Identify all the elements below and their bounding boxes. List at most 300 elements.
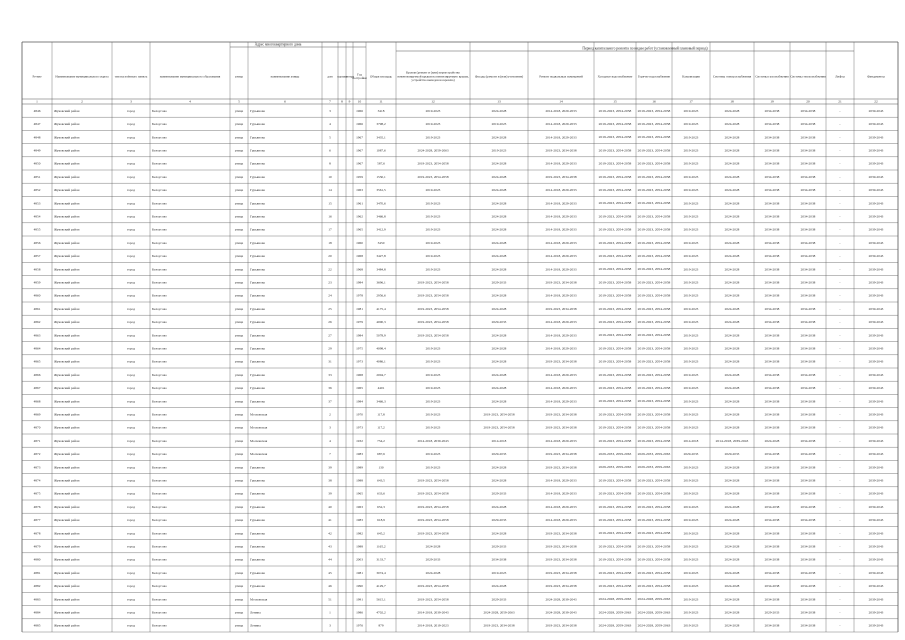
cell-st: улица [234,425,244,430]
cell-sewer: 2019-2023 [683,597,699,602]
cell-town: Белоусово [152,227,167,232]
cell-district: Жуковский район [54,610,80,615]
cell-roof: 2019-2023, 2054-2058 [417,584,449,589]
column-header-1: Ре-ние [32,74,42,79]
cell-elec: 2024-2028 [724,214,740,219]
cell-gas: 2034-2038 [764,465,780,470]
cell-heat: 2034-2038 [800,610,816,615]
cell-gas: 2024-2028 [764,438,780,443]
column-header-19: Системы газоснабжения [755,74,789,79]
cell-basement: 2024-2028, 2039-2043 [545,610,577,615]
cell-id: 4868 [33,399,41,404]
cell-year: 1963 [356,188,363,193]
cell-gas: 2034-2038 [764,267,780,272]
cell-gas: 2034-2038 [764,174,780,179]
cell-gas: 2034-2038 [764,491,780,496]
cell-house: 44 [328,557,332,562]
cell-id: 4869 [33,412,41,417]
cell-basement: 2019-2023, 2034-2038 [545,544,577,549]
cell-type: город [126,214,136,219]
cell-area: 2956,6 [376,293,386,298]
cell-elec: 2024-2028 [724,412,740,417]
cell-sewer: 2019-2023 [683,188,699,193]
cell-gas: 2034-2038 [764,122,780,127]
column-header-16: Горячее водоснабжение [637,74,671,79]
cell-cw: 2019-2023, 2054-2058 [598,188,629,192]
cell-heat: 2034-2038 [800,240,816,245]
cell-area: 3418 [377,108,385,113]
cell-lift: - [839,570,841,575]
cell-roof: 2019-2023 [425,386,441,391]
cell-cw: 2019-2023, 2054-2058 [598,412,629,417]
cell-town: Белоусово [152,557,167,562]
cell-found: 2039-2043 [868,425,884,430]
cell-id: 4859 [33,280,41,285]
cell-lift: - [839,161,841,166]
cell-house: 4 [329,438,331,443]
cell-year: 1963 [356,504,363,509]
cell-facade: 2024-2028 [491,504,507,509]
cell-hw: 2019-2023, 2054-2058 [637,333,668,338]
cell-gas: 2034-2038 [764,531,780,536]
cell-area: 3470,6 [376,201,386,206]
cell-type: город [126,346,136,351]
cell-sewer: 2029-2033 [683,452,699,457]
cell-house: 41 [328,518,332,523]
column-header-20: Системы теплоснабжения [790,74,826,79]
cell-facade: 2029-2033 [491,320,507,325]
cell-elec: 2024-2028 [724,346,740,351]
column-number: 14 [559,99,563,104]
cell-house: 24 [328,293,332,298]
cell-roof: 2019-2023 [425,240,441,245]
column-number: 15 [613,99,617,104]
cell-area: 4086,1 [376,359,386,364]
cell-st: улица [234,531,244,536]
cell-facade: 2019-2023 [491,122,507,127]
cell-year: 1978 [356,293,363,298]
cell-lift: - [839,201,841,206]
column-number: 13 [497,99,501,104]
cell-facade: 2024-2028, 2059-2063 [483,610,515,615]
column-number: 21 [838,99,842,104]
cell-id: 4875 [33,491,41,496]
cell-facade: 2024-2028 [491,359,507,364]
column-number: 9 [348,99,351,104]
cell-roof: 2024-2028, 2059-2063 [417,148,449,153]
cell-st: улица [234,306,244,311]
cell-district: Жуковский район [54,570,80,575]
cell-found: 2039-2043 [868,108,884,113]
cell-district: Жуковский район [54,122,80,127]
cell-street: Гурьянова [250,518,265,523]
cell-town: Белоусово [152,399,167,404]
cell-year: 1968 [356,267,363,272]
cell-basement: 2014-2018, 2029-2033 [545,504,577,509]
cell-district: Жуковский район [54,557,80,562]
cell-elec: 2024-2028 [724,122,740,127]
cell-heat: 2034-2038 [800,531,816,536]
cell-found: 2039-2043 [868,399,884,404]
cell-town: Белоусово [152,346,167,351]
cell-lift: - [839,214,841,219]
cell-heat: 2034-2038 [800,557,816,562]
cell-basement: 2014-2018, 2029-2033 [545,399,577,404]
cell-elec: 2024-2028 [724,504,740,509]
column-number: 22 [874,99,878,104]
cell-sewer: 2019-2023 [683,610,699,615]
cell-elec: 2024-2028 [724,280,740,285]
cell-found: 2039-2043 [868,478,884,483]
cell-district: Жуковский район [54,544,80,549]
cell-cw: 2019-2023, 2054-2058 [598,148,629,153]
cell-area: 3798,2 [376,122,386,127]
cell-facade: 2029-2033 [491,280,507,285]
cell-basement: 2019-2023, 2034-2038 [545,425,577,430]
cell-house: 8 [329,161,331,166]
cell-st: улица [234,201,244,206]
cell-town: Белоусово [152,584,167,589]
cell-street: Гурьянова [250,122,265,127]
cell-elec: 2024-2028 [724,320,740,325]
cell-cw: 2019-2023, 2054-2058 [598,174,629,179]
cell-gas: 2034-2038 [764,452,780,457]
cell-st: улица [234,240,244,245]
cell-town: Белоусово [152,333,167,338]
cell-lift: - [839,452,841,457]
cell-lift: - [839,386,841,391]
cell-elec: 2024-2028 [724,478,740,483]
cell-basement: 2019-2023, 2034-2038 [545,148,577,153]
cell-area: 2004,7 [376,372,386,377]
cell-id: 4873 [33,465,41,470]
cell-found: 2039-2043 [868,610,884,615]
cell-roof: 2019-2023, 2054-2058 [417,320,449,325]
cell-found: 2039-2043 [868,122,884,127]
cell-house: 3 [329,623,331,628]
cell-roof: 2019-2023 [425,452,441,457]
cell-elec: 2024-2028 [724,623,740,628]
cell-found: 2039-2043 [868,320,884,325]
cell-town: Белоусово [152,597,167,602]
cell-gas: 2034-2038 [764,346,780,351]
cell-basement: 2014-2018, 2029-2033 [545,201,577,206]
cell-cw: 2019-2023, 2054-2058 [598,122,629,126]
cell-cw: 2019-2023, 2054-2058 [598,478,629,483]
cell-st: улица [234,254,244,259]
cell-hw: 2019-2023, 2054-2058 [637,267,668,272]
cell-elec: 2024-2028 [724,491,740,496]
cell-hw: 2019-2023, 2054-2058 [637,386,668,390]
cell-town: Белоусово [152,623,167,628]
cell-facade: 2034-2038 [491,557,507,562]
cell-sewer: 2019-2023 [683,491,699,496]
cell-sewer: 2019-2023 [683,478,699,483]
cell-heat: 2034-2038 [800,584,816,589]
cell-type: город [126,122,136,127]
cell-roof: 2019-2023, 2054-2058 [417,293,449,298]
cell-st: улица [234,267,244,272]
cell-lift: - [839,240,841,245]
cell-sewer: 2019-2023 [683,135,699,140]
cell-cw: 2019-2023, 2054-2058 [598,531,629,536]
cell-district: Жуковский район [54,174,80,179]
cell-district: Жуковский район [54,161,80,166]
cell-area: 3484,8 [376,267,386,272]
cell-id: 4851 [33,174,41,179]
cell-lift: - [839,280,841,285]
cell-cw: 2019-2023, 2054-2058 [598,161,629,166]
cell-facade: 2024-2028 [491,465,507,470]
column-number: 5 [238,99,240,104]
cell-st: улица [234,214,244,219]
cell-year: 1973 [356,359,363,364]
column-header-17: Канализация [682,74,700,79]
cell-gas: 2034-2038 [764,135,780,140]
cell-heat: 2034-2038 [800,306,816,311]
cell-sewer: 2019-2023 [683,108,699,113]
cell-roof: 2024-2028 [425,544,441,549]
cell-cw: 2019-2023, 2054-2058 [598,333,629,338]
cell-lift: - [839,531,841,536]
cell-elec: 2024-2028 [724,174,740,179]
cell-gas: 2034-2038 [764,372,780,377]
cell-type: город [126,108,136,113]
cell-elec: 2024-2028 [724,188,740,193]
cell-street: Гурьянова [250,531,265,536]
cell-street: Гурьянова [250,320,265,325]
cell-st: улица [234,610,244,615]
column-header-2: Наименование муниципального округа [55,74,109,79]
cell-sewer: 2019-2023 [683,122,699,127]
cell-lift: - [839,122,841,127]
cell-facade: 2029-2033 [491,452,507,457]
cell-basement: 2014-2018, 2029-2033 [545,240,577,245]
cell-area: 4702,2 [376,610,386,615]
cell-roof: 2019-2023 [425,135,441,140]
cell-found: 2039-2043 [868,161,884,166]
cell-id: 4876 [33,504,41,509]
cell-facade: 2024-2028 [491,174,507,179]
cell-facade: 2024-2028 [491,386,507,391]
column-header-8: корпус [337,74,347,79]
cell-town: Белоусово [152,254,167,259]
cell-hw: 2019-2023, 2054-2058 [637,557,668,562]
column-number: 6 [284,99,286,104]
cell-type: город [126,478,136,483]
cell-basement: 2014-2018, 2029-2033 [545,161,577,166]
cell-basement: 2019-2023, 2034-2038 [545,465,577,470]
cell-facade: 2024-2028 [491,531,507,536]
cell-found: 2039-2043 [868,346,884,351]
cell-gas: 2034-2038 [764,280,780,285]
cell-heat: 2034-2038 [800,386,816,391]
cell-hw: 2019-2023, 2054-2058 [637,504,668,509]
cell-year: 1965 [356,227,363,232]
cell-lift: - [839,504,841,509]
cell-lift: - [839,333,841,338]
cell-st: улица [234,597,244,602]
cell-facade: 2024-2028 [491,267,507,272]
cell-basement: 2014-2018, 2029-2033 [545,386,577,391]
cell-hw: 2019-2023, 2054-2058 [637,148,668,153]
column-header-4: наименование муниципального образования [159,74,221,79]
cell-basement: 2019-2023, 2034-2038 [545,570,577,575]
cell-heat: 2034-2038 [800,412,816,417]
cell-facade: 2024-2028 [491,201,507,206]
cell-gas: 2034-2038 [764,240,780,245]
cell-year: 1970 [356,412,363,417]
cell-id: 4881 [33,570,41,575]
cell-lift: - [839,438,841,443]
cell-id: 4849 [33,148,41,153]
cell-st: улица [234,333,244,338]
cell-st: улица [234,412,244,417]
cell-heat: 2034-2038 [800,597,816,602]
cell-cw: 2019-2023, 2054-2058 [598,214,629,219]
cell-elec: 2024-2028 [724,597,740,602]
cell-heat: 2034-2038 [800,478,816,483]
cell-year: 1983 [356,452,363,457]
cell-gas: 2034-2038 [764,584,780,589]
cell-gas: 2034-2038 [764,306,780,311]
cell-lift: - [839,518,841,523]
cell-st: улица [234,188,244,193]
cell-area: 3427,8 [376,254,386,259]
cell-street: Гурьянова [250,201,265,206]
cell-street: Гурьянова [250,584,265,589]
cell-town: Белоусово [152,412,167,417]
cell-town: Белоусово [152,293,167,298]
cell-area: 5078,9 [376,333,386,338]
cell-hw: 2019-2023, 2054-2058 [637,320,668,324]
cell-basement: 2014-2018, 2029-2033 [545,372,577,377]
cell-house: 2 [329,412,331,417]
cell-heat: 2034-2038 [800,293,816,298]
cell-cw: 2019-2023, 2054-2058 [598,254,629,258]
cell-basement: 2014-2018, 2029-2033 [545,188,577,193]
cell-type: город [126,386,136,391]
column-header-3: тип населённого пункта [114,74,148,79]
cell-gas: 2034-2038 [764,254,780,259]
cell-facade: 2029-2033 [491,544,507,549]
cell-gas: 2034-2038 [764,597,780,602]
cell-st: улица [234,557,244,562]
cell-town: Белоусово [152,161,167,166]
cell-type: город [126,188,136,193]
cell-found: 2039-2043 [868,174,884,179]
cell-year: 1965 [356,386,363,391]
cell-found: 2039-2043 [868,333,884,338]
cell-sewer: 2019-2023 [683,306,699,311]
cell-heat: 2034-2038 [800,320,816,325]
cell-sewer: 2019-2023 [683,240,699,245]
cell-street: Московская [250,425,268,430]
cell-basement: 2014-2018, 2029-2033 [545,214,577,219]
cell-sewer: 2019-2023 [683,174,699,179]
cell-town: Белоусово [152,372,167,377]
periods-group-header: Период капитального ремонта по видам работ (установленный плановый период) [582,46,708,51]
cell-sewer: 2019-2023 [683,320,699,325]
cell-cw: 2019-2023, 2054-2058 [598,108,629,113]
cell-roof: 2019-2023 [425,254,441,259]
cell-lift: - [839,597,841,602]
cell-cw: 2019-2023, 2054-2058 [598,306,629,311]
column-number: 10 [357,99,362,104]
cell-year: 1967 [356,161,363,166]
cell-lift: - [839,425,841,430]
cell-basement: 2019-2023, 2034-2038 [545,174,577,179]
cell-facade: 2024-2028 [491,188,507,193]
cell-cw: 2029-2033, 2059-2063 [598,452,629,456]
cell-gas: 2034-2038 [764,386,780,391]
cell-district: Жуковский район [54,188,80,193]
cell-lift: - [839,372,841,377]
cell-elec: 2024-2028 [724,293,740,298]
cell-area: 618,9 [377,518,385,523]
cell-sewer: 2019-2023 [683,557,699,562]
cell-type: город [126,465,136,470]
cell-gas: 2034-2038 [764,293,780,298]
cell-cw: 2019-2023, 2054-2058 [598,438,629,443]
cell-year: 2003 [356,557,363,562]
cell-lift: - [839,320,841,325]
cell-st: улица [234,491,244,496]
cell-street: Гурьянова [250,188,265,193]
cell-id: 4874 [33,478,41,483]
column-number: 11 [379,99,383,104]
cell-lift: - [839,188,841,193]
cell-roof: 2019-2023 [425,425,441,430]
cell-elec: 2024-2028 [724,306,740,311]
cell-cw: 2029-2033, 2059-2063 [598,465,629,470]
cell-lift: - [839,293,841,298]
cell-elec: 2024-2028 [724,135,740,140]
cell-found: 2039-2043 [868,518,884,523]
cell-area: 117,8 [377,412,385,417]
cell-type: город [126,518,136,523]
cell-basement: 2014-2018, 2029-2033 [545,267,577,272]
cell-cw: 2019-2023, 2054-2058 [598,267,629,272]
cell-type: город [126,425,136,430]
cell-elec: 2024-2028 [724,254,740,259]
cell-gas: 2034-2038 [764,188,780,193]
cell-town: Белоусово [152,320,167,325]
cell-year: 1932 [356,438,363,443]
cell-house: 29 [328,346,332,351]
cell-id: 4850 [33,161,41,166]
cell-gas: 2034-2038 [764,359,780,364]
cell-elec: 2024-2028 [724,201,740,206]
cell-facade: 2024-2028 [491,161,507,166]
cell-facade: 2024-2028 [491,293,507,298]
cell-area: 4098,4 [376,346,386,351]
cell-heat: 2034-2038 [800,227,816,232]
cell-street: Гурьянова [250,148,265,153]
cell-st: улица [234,544,244,549]
cell-basement: 2014-2018, 2029-2033 [545,227,577,232]
cell-lift: - [839,478,841,483]
cell-cw: 2024-2028, 2059-2063 [598,610,629,615]
column-header-9: литера [344,74,355,79]
cell-year: 1991 [356,597,363,602]
cell-year: 1981 [356,306,363,311]
cell-heat: 2034-2038 [800,504,816,509]
cell-basement: 2014-2018, 2029-2033 [545,438,577,443]
cell-cw: 2019-2023, 2054-2058 [598,320,629,324]
cell-heat: 2034-2038 [800,122,816,127]
cell-lift: - [839,557,841,562]
